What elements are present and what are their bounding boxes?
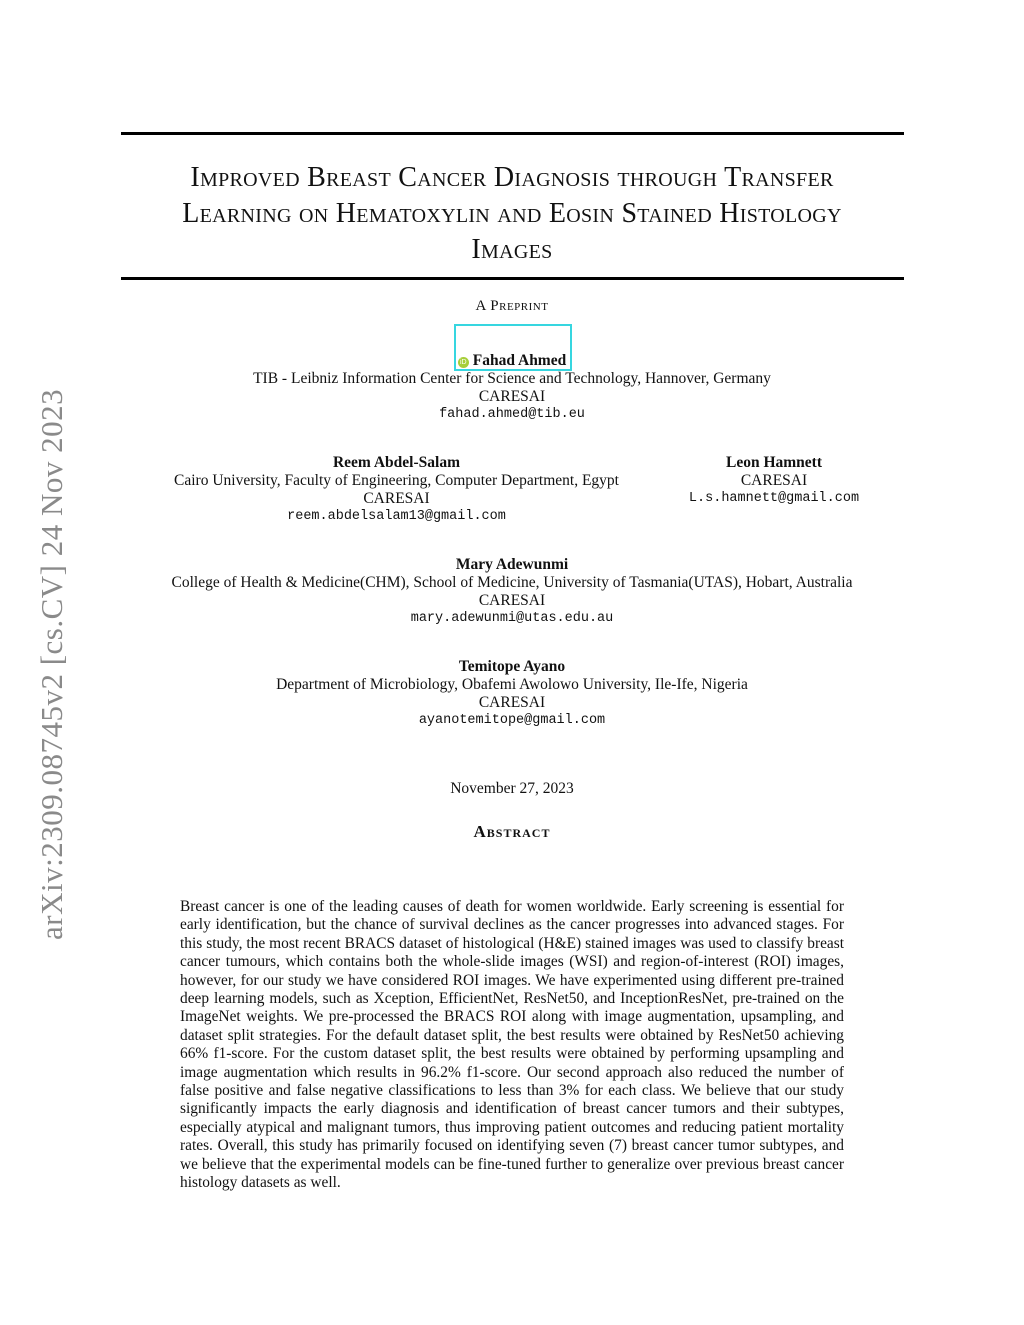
abstract-text: Breast cancer is one of the leading causes of death for women worldwide. Early screening is essential for early identification, but the chance of survival declines as the cancer progresses into advanced stages. For this study, the most recent BRACS dataset of histological (H&E) stained images was used to classify breast cancer tumours, which contains both the whole-slide images (WSI) and region-of-interest (ROI) images, however, for our study we have considered ROI images. We have experimented using different pre-trained deep learning models, such as Xception, EfficientNet, ResNet50, and InceptionResNet, pre-trained on the ImageNet weights. We pre-processed the BRACS ROI along with image augmentation, upsampling, and dataset split strategies. For the default dataset split, the best results were obtained by ResNet50 achieving 66% f1-score. For the custom dataset split, the best results were obtained by performing upsampling and image augmentation which results in 96.2% f1-score. Our second approach also reduced the number of false positive and false negative classifications to less than 3% for each class. We believe that our study significantly impacts the early diagnosis and identification of breast cancer tumors and their subtypes, especially atypical and malignant tumors, thus improving patient outcomes and reducing patient mortality rates. Overall, this study has primarily focused on identifying seven (7) breast cancer tumor subtypes, and we believe that the experimental models can be fine-tuned further to generalize over previous breast cancer histology datasets as well.	[180, 898, 844, 1192]
title-line-3: Images	[471, 234, 553, 265]
title-line-2: Learning on Hematoxylin and Eosin Stained Histology	[182, 198, 842, 229]
author-org: CARESAI	[478, 694, 546, 711]
author-block-3	[664, 454, 884, 508]
author-org: CARESAI	[478, 388, 546, 405]
author-affiliation: Cairo University, Faculty of Engineering, Computer Department, Egypt	[174, 472, 619, 489]
author-affiliation: College of Health & Medicine(CHM), School of Medicine, University of Tasmania(UTAS), Hobart, Australia	[171, 574, 853, 591]
author-name: Mary Adewunmi	[455, 556, 569, 573]
author-email[interactable]: ayanotemitope@gmail.com	[418, 713, 606, 728]
author-block-4	[100, 556, 924, 628]
author-email[interactable]: reem.abdelsalam13@gmail.com	[287, 509, 506, 524]
orcid-icon[interactable]: iD	[458, 357, 469, 368]
author-email[interactable]: mary.adewunmi@utas.edu.au	[410, 611, 614, 626]
author-name: Reem Abdel-Salam	[332, 454, 460, 471]
author-affiliation: TIB - Leibniz Information Center for Science and Technology, Hannover, Germany	[253, 370, 771, 387]
author-block-5	[100, 658, 924, 730]
top-rule	[121, 132, 904, 135]
publication-date: November 27, 2023	[450, 780, 574, 797]
paper-title	[100, 160, 924, 268]
author-org: CARESAI	[363, 490, 430, 507]
bottom-rule	[121, 277, 904, 280]
author-name: Temitope Ayano	[458, 658, 566, 675]
author-org: CARESAI	[740, 472, 808, 489]
abstract-heading: Abstract	[473, 822, 551, 841]
author-name[interactable]: Fahad Ahmed	[472, 352, 567, 369]
author-affiliation: Department of Microbiology, Obafemi Awolowo University, Ile-Ife, Nigeria	[276, 676, 748, 693]
selection-highlight	[454, 324, 572, 371]
title-line-1: Improved Breast Cancer Diagnosis through Transfer	[190, 162, 834, 193]
author-email[interactable]: fahad.ahmed@tib.eu	[439, 407, 585, 422]
preprint-label: A Preprint	[475, 298, 549, 314]
author-name: Leon Hamnett	[725, 454, 822, 471]
arxiv-stamp: arXiv:2309.08745v2 [cs.CV] 24 Nov 2023	[34, 388, 69, 940]
author-org: CARESAI	[478, 592, 546, 609]
author-block-2	[140, 454, 653, 526]
author-email[interactable]: L.s.hamnett@gmail.com	[688, 491, 860, 506]
